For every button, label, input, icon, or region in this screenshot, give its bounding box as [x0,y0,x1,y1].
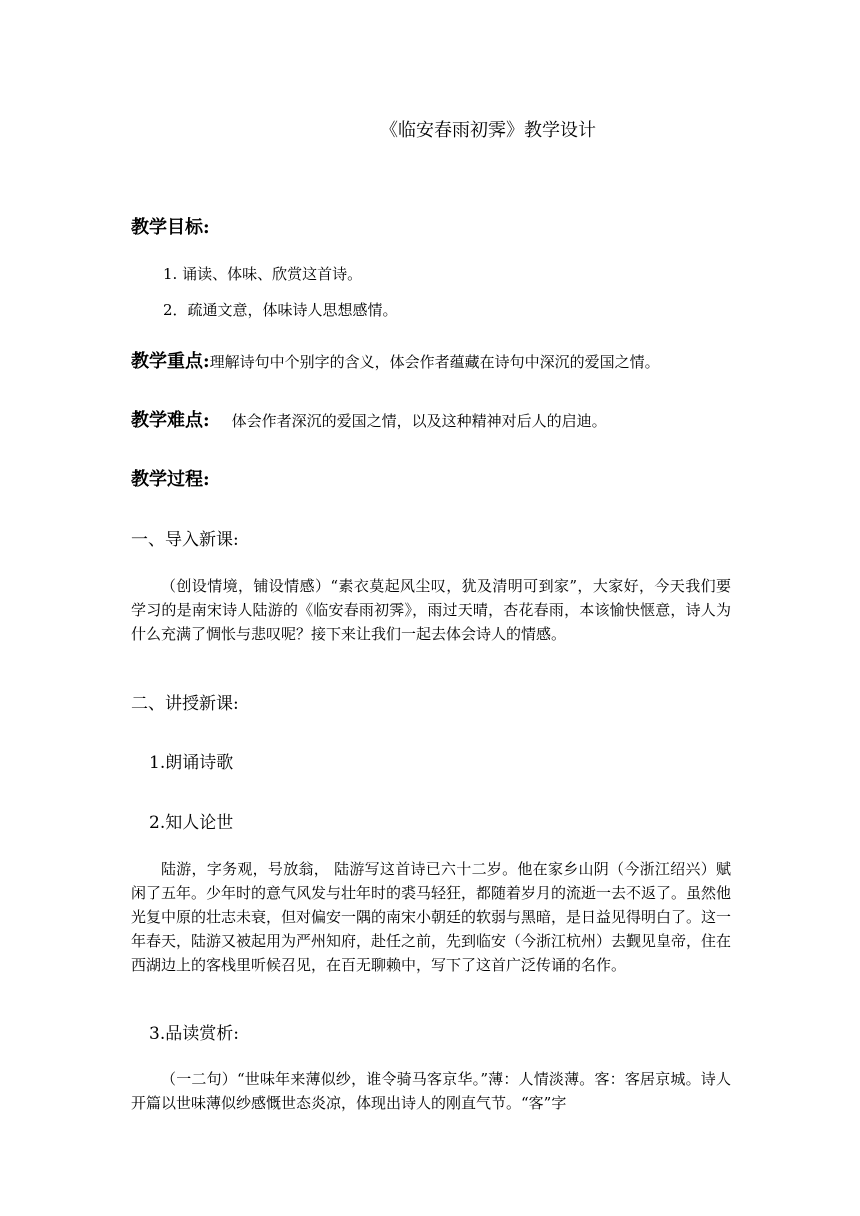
process-heading: 教学过程: [131,469,210,490]
difficulty-label: 教学难点: [131,410,210,431]
objective-item-2: 2．疏通文意，体味诗人思想感情。 [163,301,398,319]
key-point [131,347,660,373]
section1-heading: 一、导入新课: [131,530,239,550]
subsection-recite: 1.朗诵诗歌 [149,753,234,773]
difficulty [131,406,607,432]
difficulty-text: 体会作者深沉的爱国之情，以及这种精神对后人的启迪。 [231,412,607,430]
background-paragraph: 陆游，字务观，号放翁， 陆游写这首诗已六十二岁。他在家乡山阴（今浙江绍兴）赋闲了五年。少年时的意气风发与壮年时的裘马轻狂，都随着岁月的流逝一去不返了。虽然他光复中原的壮志未衰，但对偏安一隅的南宋小朝廷的软弱与黑暗，是日益见得明白了。这一年春天，陆游又被起用为严州知府，赴任之前，先到临安（今浙江杭州）去觐见皇帝，住在西湖边上的客栈里听候召见，在百无聊赖中，写下了这首广泛传诵的名作。 [131,860,732,974]
subsection-analysis: 3.品读赏析: [149,1024,239,1044]
section1-paragraph: （创设情境，铺设情感）“素衣莫起风尘叹，犹及清明可到家”，大家好，今天我们要学习的是南宋诗人陆游的《临安春雨初霁》，雨过天晴，杏花春雨，本该愉快惬意，诗人为什么充满了惆怅与悲叹呢？接下来让我们一起去体会诗人的情感。 [131,577,731,643]
key-point-text: 理解诗句中个别字的含义，体会作者蕴藏在诗句中深沉的爱国之情。 [209,353,660,371]
subsection-background: 2.知人论世 [149,813,234,833]
analysis-paragraph: （一二句）“世味年来薄似纱，谁令骑马客京华。”薄：人情淡薄。客：客居京城。诗人开篇以世味薄似纱感慨世态炎凉，体现出诗人的刚直气节。“客”字 [131,1070,731,1112]
objectives-heading: 教学目标: [131,217,210,238]
key-point-label: 教学重点: [131,351,210,372]
document-title: 《临安春雨初霁》教学设计 [380,120,596,141]
objective-item-1: 1. 诵读、体味、欣赏这首诗。 [163,265,363,283]
section2-heading: 二、讲授新课: [131,694,239,714]
